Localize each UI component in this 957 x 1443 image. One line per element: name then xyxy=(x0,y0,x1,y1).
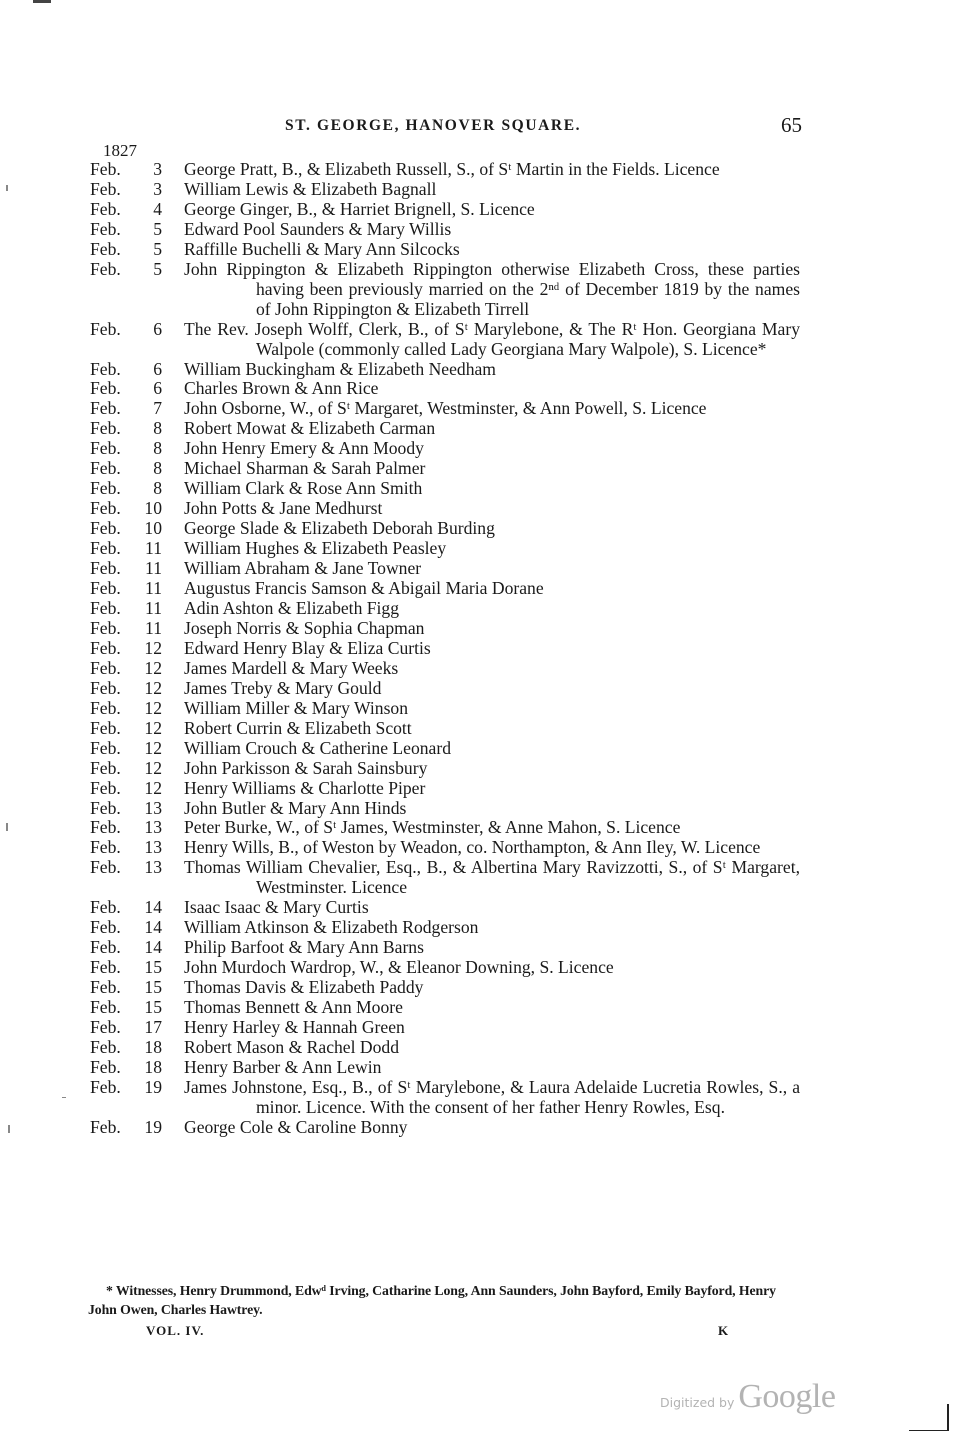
entry-text: William Hughes & Elizabeth Peasley xyxy=(184,538,447,559)
scan-artifact-left xyxy=(6,823,8,831)
entry-day: 12 xyxy=(144,637,162,658)
entry-month: Feb. xyxy=(90,518,121,539)
entry-text: Robert Mason & Rachel Dodd xyxy=(184,1036,399,1057)
entry-month: Feb. xyxy=(90,737,121,758)
entry-text: James Mardell & Mary Weeks xyxy=(184,657,399,678)
register-entry xyxy=(90,659,800,679)
entry-day: 6 xyxy=(153,318,162,339)
entry-text: The Rev. Joseph Wolff, Clerk, B., of Sᵗ Marylebone, & The Rᵗ Hon. Georgiana Mary Walpole (commonly called Lady Georgiana Mary Walpole), S. Licence* xyxy=(184,318,800,359)
entry-day: 12 xyxy=(144,677,162,698)
entry-day: 12 xyxy=(144,777,162,798)
entry-text: Augustus Francis Samson & Abigail Maria Dorane xyxy=(184,578,544,599)
year-heading: 1827 xyxy=(103,141,137,160)
entry-text: John Butler & Mary Ann Hinds xyxy=(184,797,407,818)
entry-day: 8 xyxy=(153,438,162,459)
entry-day: 15 xyxy=(144,957,162,978)
register-entry xyxy=(90,719,800,739)
entry-month: Feb. xyxy=(90,1016,121,1037)
page-number: 65 xyxy=(781,113,802,137)
entry-month: Feb. xyxy=(90,1056,121,1077)
register-entry xyxy=(90,459,800,479)
entry-text: Raffille Buchelli & Mary Ann Silcocks xyxy=(184,238,460,259)
entry-month: Feb. xyxy=(90,178,121,199)
entry-day: 15 xyxy=(144,997,162,1018)
entry-text: George Ginger, B., & Harriet Brignell, S. Licence xyxy=(184,198,535,219)
entry-day: 19 xyxy=(144,1076,162,1097)
entry-text: James Treby & Mary Gould xyxy=(184,677,382,698)
entry-text: John Henry Emery & Ann Moody xyxy=(184,438,424,459)
entry-text: Isaac Isaac & Mary Curtis xyxy=(184,897,369,918)
entry-day: 10 xyxy=(144,498,162,519)
entry-day: 6 xyxy=(153,378,162,399)
register-entry xyxy=(90,799,800,819)
entry-day: 8 xyxy=(153,418,162,439)
register-entry xyxy=(90,898,800,918)
entry-month: Feb. xyxy=(90,677,121,698)
entry-text: Henry Williams & Charlotte Piper xyxy=(184,777,426,798)
entry-text: Philip Barfoot & Mary Ann Barns xyxy=(184,937,424,958)
entry-text: William Abraham & Jane Towner xyxy=(184,558,422,579)
entry-text: William Lewis & Elizabeth Bagnall xyxy=(184,178,437,199)
entry-text: Edward Henry Blay & Eliza Curtis xyxy=(184,637,431,658)
entry-month: Feb. xyxy=(90,857,121,878)
entry-day: 14 xyxy=(144,937,162,958)
register-entry xyxy=(90,739,800,759)
entry-text: Robert Mowat & Elizabeth Carman xyxy=(184,418,436,439)
entry-day: 19 xyxy=(144,1116,162,1137)
entry-month: Feb. xyxy=(90,1076,121,1097)
entry-month: Feb. xyxy=(90,398,121,419)
entry-month: Feb. xyxy=(90,578,121,599)
entry-month: Feb. xyxy=(90,777,121,798)
entry-day: 11 xyxy=(145,617,162,638)
register-entry xyxy=(90,938,800,958)
entry-month: Feb. xyxy=(90,997,121,1018)
entry-day: 14 xyxy=(144,917,162,938)
register-entry xyxy=(90,759,800,779)
entry-text: James Johnstone, Esq., B., of Sᵗ Marylebone, & Laura Adelaide Lucretia Rowles, S., a minor. Licence. With the consent of her father Henry Rowles, Esq. xyxy=(184,1076,800,1117)
entry-text: Henry Wills, B., of Weston by Weadon, co. Northampton, & Ann Iley, W. Licence xyxy=(184,837,761,858)
entry-text: Charles Brown & Ann Rice xyxy=(184,378,379,399)
entry-text: Thomas Davis & Elizabeth Paddy xyxy=(184,977,424,998)
entry-day: 6 xyxy=(153,358,162,379)
register-entry xyxy=(90,1058,800,1078)
entry-month: Feb. xyxy=(90,498,121,519)
entry-text: John Osborne, W., of Sᵗ Margaret, Westminster, & Ann Powell, S. Licence xyxy=(184,398,707,419)
entry-text: Michael Sharman & Sarah Palmer xyxy=(184,458,426,479)
register-entry xyxy=(90,958,800,978)
entry-month: Feb. xyxy=(90,438,121,459)
entry-text: Thomas Bennett & Ann Moore xyxy=(184,997,403,1018)
entry-month: Feb. xyxy=(90,159,121,179)
scan-artifact-left xyxy=(8,1125,10,1133)
register-entry xyxy=(90,539,800,559)
entry-day: 11 xyxy=(145,597,162,618)
register-entry xyxy=(90,858,800,898)
entry-day: 12 xyxy=(144,717,162,738)
entry-month: Feb. xyxy=(90,238,121,259)
page-header xyxy=(90,113,802,139)
entry-month: Feb. xyxy=(90,258,121,279)
entry-text: John Murdoch Wardrop, W., & Eleanor Downing, S. Licence xyxy=(184,957,614,978)
entry-month: Feb. xyxy=(90,817,121,838)
entry-text: Joseph Norris & Sophia Chapman xyxy=(184,617,425,638)
entry-day: 8 xyxy=(153,478,162,499)
entry-day: 5 xyxy=(153,218,162,239)
entry-day: 13 xyxy=(144,837,162,858)
register-entry xyxy=(90,818,800,838)
entry-text: George Pratt, B., & Elizabeth Russell, S., of Sᵗ Martin in the Fields. Licence xyxy=(184,159,720,179)
register-entry xyxy=(90,160,800,180)
register-entry xyxy=(90,240,800,260)
register-entry xyxy=(90,978,800,998)
entry-text: William Buckingham & Elizabeth Needham xyxy=(184,358,496,379)
register-entry xyxy=(90,838,800,858)
register-entry xyxy=(90,200,800,220)
entry-month: Feb. xyxy=(90,1036,121,1057)
entry-day: 18 xyxy=(144,1036,162,1057)
entry-text: John Parkisson & Sarah Sainsbury xyxy=(184,757,428,778)
entry-text: Henry Barber & Ann Lewin xyxy=(184,1056,382,1077)
footnote: * Witnesses, Henry Drummond, Edwᵈ Irving, Catharine Long, Ann Saunders, John Bayford, Emily Bayford, Henry John Owen, Charles Hawtrey. xyxy=(88,1283,776,1317)
register-entry xyxy=(90,220,800,240)
entry-day: 12 xyxy=(144,657,162,678)
entry-text: William Clark & Rose Ann Smith xyxy=(184,478,423,499)
running-title: ST. GEORGE, HANOVER SQUARE. xyxy=(285,117,582,134)
register-entry xyxy=(90,599,800,619)
entry-text: Edward Pool Saunders & Mary Willis xyxy=(184,218,452,239)
register-entry xyxy=(90,639,800,659)
entry-month: Feb. xyxy=(90,637,121,658)
register-entry xyxy=(90,699,800,719)
entry-month: Feb. xyxy=(90,318,121,339)
entry-text: Robert Currin & Elizabeth Scott xyxy=(184,717,412,738)
entry-day: 8 xyxy=(153,458,162,479)
register-entry xyxy=(90,320,800,360)
entry-text: William Crouch & Catherine Leonard xyxy=(184,737,452,758)
entry-day: 17 xyxy=(144,1016,162,1037)
entry-month: Feb. xyxy=(90,697,121,718)
register-entry xyxy=(90,679,800,699)
register-entry xyxy=(90,1118,800,1138)
entry-month: Feb. xyxy=(90,358,121,379)
register-entry xyxy=(90,419,800,439)
register-entry xyxy=(90,439,800,459)
register-entry xyxy=(90,360,800,380)
register-entry xyxy=(90,1018,800,1038)
entry-text: John Potts & Jane Medhurst xyxy=(184,498,383,519)
entry-day: 7 xyxy=(153,398,162,419)
entry-month: Feb. xyxy=(90,478,121,499)
entry-text: Adin Ashton & Elizabeth Figg xyxy=(184,597,400,618)
entry-month: Feb. xyxy=(90,717,121,738)
entry-day: 10 xyxy=(144,518,162,539)
register-entry xyxy=(90,519,800,539)
scan-artifact-left xyxy=(62,1097,66,1098)
entry-month: Feb. xyxy=(90,757,121,778)
entry-month: Feb. xyxy=(90,218,121,239)
entry-month: Feb. xyxy=(90,957,121,978)
marriage-register xyxy=(90,160,800,1138)
entry-month: Feb. xyxy=(90,797,121,818)
entry-day: 13 xyxy=(144,817,162,838)
register-entry xyxy=(90,559,800,579)
register-entry xyxy=(90,779,800,799)
entry-text: Peter Burke, W., of Sᵗ James, Westminster, & Anne Mahon, S. Licence xyxy=(184,817,681,838)
entry-day: 13 xyxy=(144,797,162,818)
entry-month: Feb. xyxy=(90,538,121,559)
entry-month: Feb. xyxy=(90,418,121,439)
entry-month: Feb. xyxy=(90,198,121,219)
entry-day: 4 xyxy=(153,198,162,219)
register-entry xyxy=(90,1078,800,1118)
entry-text: William Atkinson & Elizabeth Rodgerson xyxy=(184,917,479,938)
entry-month: Feb. xyxy=(90,617,121,638)
entry-month: Feb. xyxy=(90,597,121,618)
entry-month: Feb. xyxy=(90,937,121,958)
entry-text: John Rippington & Elizabeth Rippington otherwise Elizabeth Cross, these parties having been previously married on the 2ⁿᵈ of December 1819 by the names of John Rippington & Elizabeth Tirrell xyxy=(184,258,800,319)
register-entry xyxy=(90,260,800,320)
entry-text: William Miller & Mary Winson xyxy=(184,697,409,718)
entry-day: 13 xyxy=(144,857,162,878)
entry-day: 5 xyxy=(153,238,162,259)
entry-day: 11 xyxy=(145,538,162,559)
scan-artifact-corner xyxy=(909,1404,949,1431)
register-entry xyxy=(90,499,800,519)
entry-month: Feb. xyxy=(90,378,121,399)
register-entry xyxy=(90,1038,800,1058)
register-entry xyxy=(90,998,800,1018)
entry-month: Feb. xyxy=(90,458,121,479)
register-entry xyxy=(90,918,800,938)
register-entry xyxy=(90,619,800,639)
entry-month: Feb. xyxy=(90,657,121,678)
entry-month: Feb. xyxy=(90,917,121,938)
entry-day: 12 xyxy=(144,737,162,758)
register-entry xyxy=(90,180,800,200)
entry-month: Feb. xyxy=(90,837,121,858)
entry-day: 3 xyxy=(153,159,162,179)
entry-month: Feb. xyxy=(90,977,121,998)
entry-day: 3 xyxy=(153,178,162,199)
entry-month: Feb. xyxy=(90,897,121,918)
register-entry xyxy=(90,479,800,499)
entry-text: George Cole & Caroline Bonny xyxy=(184,1116,408,1137)
entry-text: George Slade & Elizabeth Deborah Burding xyxy=(184,518,495,539)
scan-artifact-left xyxy=(6,185,8,191)
volume-label: VOL. IV. xyxy=(146,1323,205,1338)
entry-day: 11 xyxy=(145,578,162,599)
entry-day: 14 xyxy=(144,897,162,918)
scan-artifact-top xyxy=(33,0,51,3)
entry-day: 18 xyxy=(144,1056,162,1077)
digitized-watermark xyxy=(660,1378,835,1416)
entry-day: 12 xyxy=(144,697,162,718)
entry-day: 15 xyxy=(144,977,162,998)
signature-line xyxy=(0,1323,957,1343)
entry-day: 5 xyxy=(153,258,162,279)
entry-day: 12 xyxy=(144,757,162,778)
register-entry xyxy=(90,399,800,419)
register-entry xyxy=(90,579,800,599)
watermark-prefix: Digitized by xyxy=(660,1395,735,1410)
entry-day: 11 xyxy=(145,558,162,579)
register-entry xyxy=(90,379,800,399)
watermark-brand-logo: Google xyxy=(738,1378,836,1415)
entry-month: Feb. xyxy=(90,558,121,579)
entry-text: Thomas William Chevalier, Esq., B., & Albertina Mary Ravizzotti, S., of Sᵗ Margaret, Westminster. Licence xyxy=(184,857,800,898)
entry-month: Feb. xyxy=(90,1116,121,1137)
signature-mark: K xyxy=(718,1323,729,1338)
entry-text: Henry Harley & Hannah Green xyxy=(184,1016,405,1037)
